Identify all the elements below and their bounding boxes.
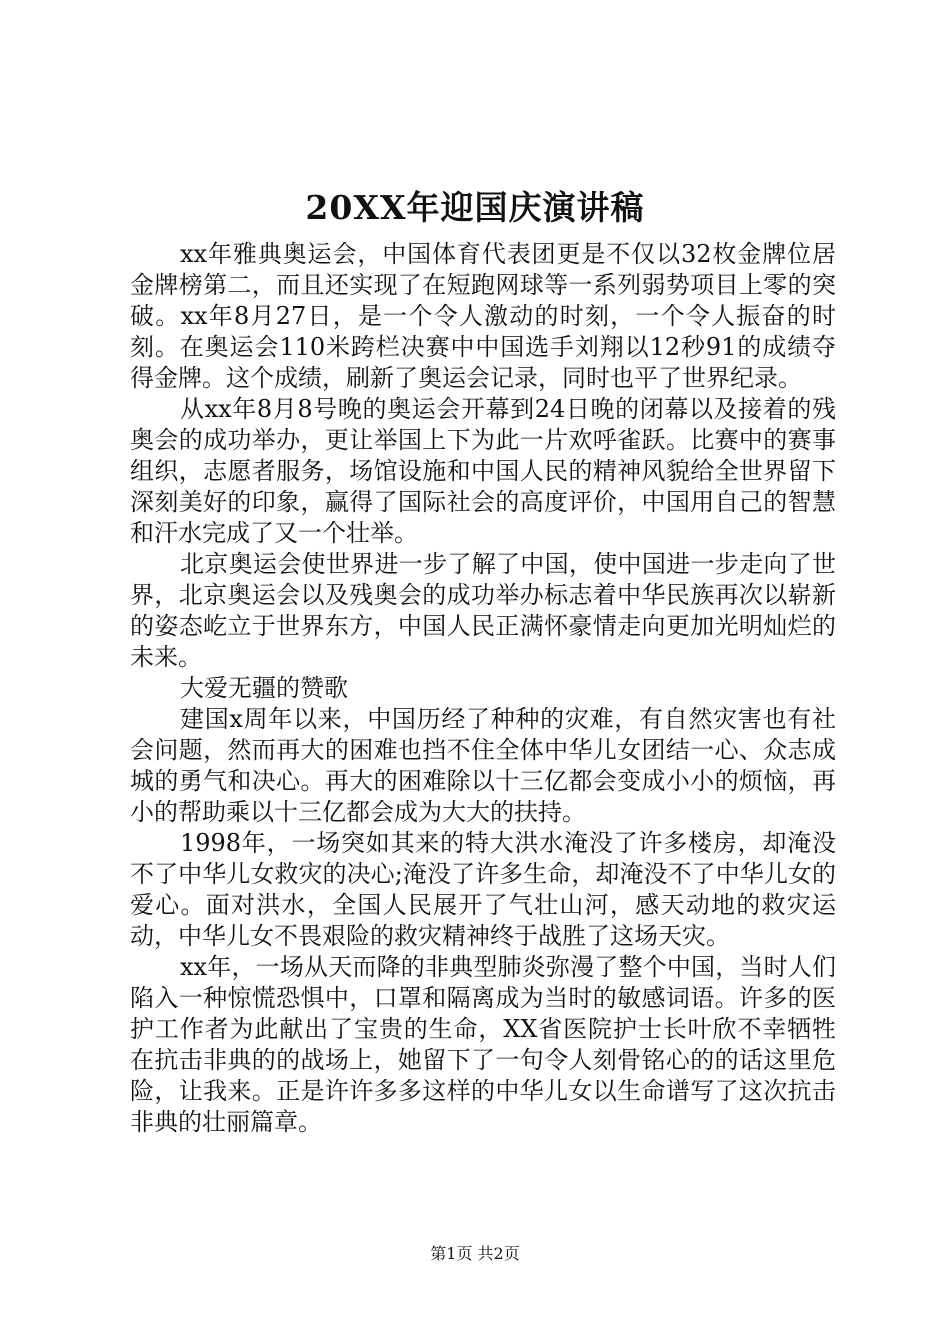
paragraph: 1998年，一场突如其来的特大洪水淹没了许多楼房，却淹没不了中华儿女救灾的决心;淹没了许多生命，却淹没不了中华儿女的爱心。面对洪水，全国人民展开了气壮山河，感天动地的救灾运动，中华儿女不畏艰险的救灾精神终于战胜了这场天灾。 (130, 829, 836, 950)
paragraph: xx年雅典奥运会，中国体育代表团更是不仅以32枚金牌位居金牌榜第二，而且还实现了在短跑网球等一系列弱势项目上零的突破。xx年8月27日，是一个令人激动的时刻，一个令人振奋的时刻。在奥运会110米跨栏决赛中中国选手刘翔以12秒91的成绩夺得金牌。这个成绩，刷新了奥运会记录，同时也平了世界纪录。 (130, 240, 836, 392)
page-footer: 第1页 共2页 (430, 1244, 520, 1263)
paragraph: 北京奥运会使世界进一步了解了中国，使中国进一步走向了世界，北京奥运会以及残奥会的成功举办标志着中华民族再次以崭新的姿态屹立于世界东方，中国人民正满怀豪情走向更加光明灿烂的未来。 (130, 550, 836, 671)
document-title: 20XX年迎国庆演讲稿 (305, 188, 645, 227)
document-body (130, 239, 836, 1138)
paragraph: 从xx年8月8号晚的奥运会开幕到24日晚的闭幕以及接着的残奥会的成功举办，更让举国上下为此一片欢呼雀跃。比赛中的赛事组织，志愿者服务，场馆设施和中国人民的精神风貌给全世界留下深刻美好的印象，赢得了国际社会的高度评价，中国用自己的智慧和汗水完成了又一个壮举。 (130, 395, 836, 547)
section-heading: 大爱无疆的赞歌 (180, 674, 348, 702)
paragraph: xx年，一场从天而降的非典型肺炎弥漫了整个中国，当时人们陷入一种惊慌恐惧中，口罩和隔离成为当时的敏感词语。许多的医护工作者为此献出了宝贵的生命，XX省医院护士长叶欣不幸牺牲在抗击非典的的战场上，她留下了一句令人刻骨铭心的的话这里危险，让我来。正是许许多多这样的中华儿女以生命谱写了这次抗击非典的壮丽篇章。 (130, 953, 836, 1136)
paragraph: 建国x周年以来，中国历经了种种的灾难，有自然灾害也有社会问题，然而再大的困难也挡不住全体中华儿女团结一心、众志成城的勇气和决心。再大的困难除以十三亿都会变成小小的烦恼，再小的帮助乘以十三亿都会成为大大的扶持。 (130, 705, 836, 826)
